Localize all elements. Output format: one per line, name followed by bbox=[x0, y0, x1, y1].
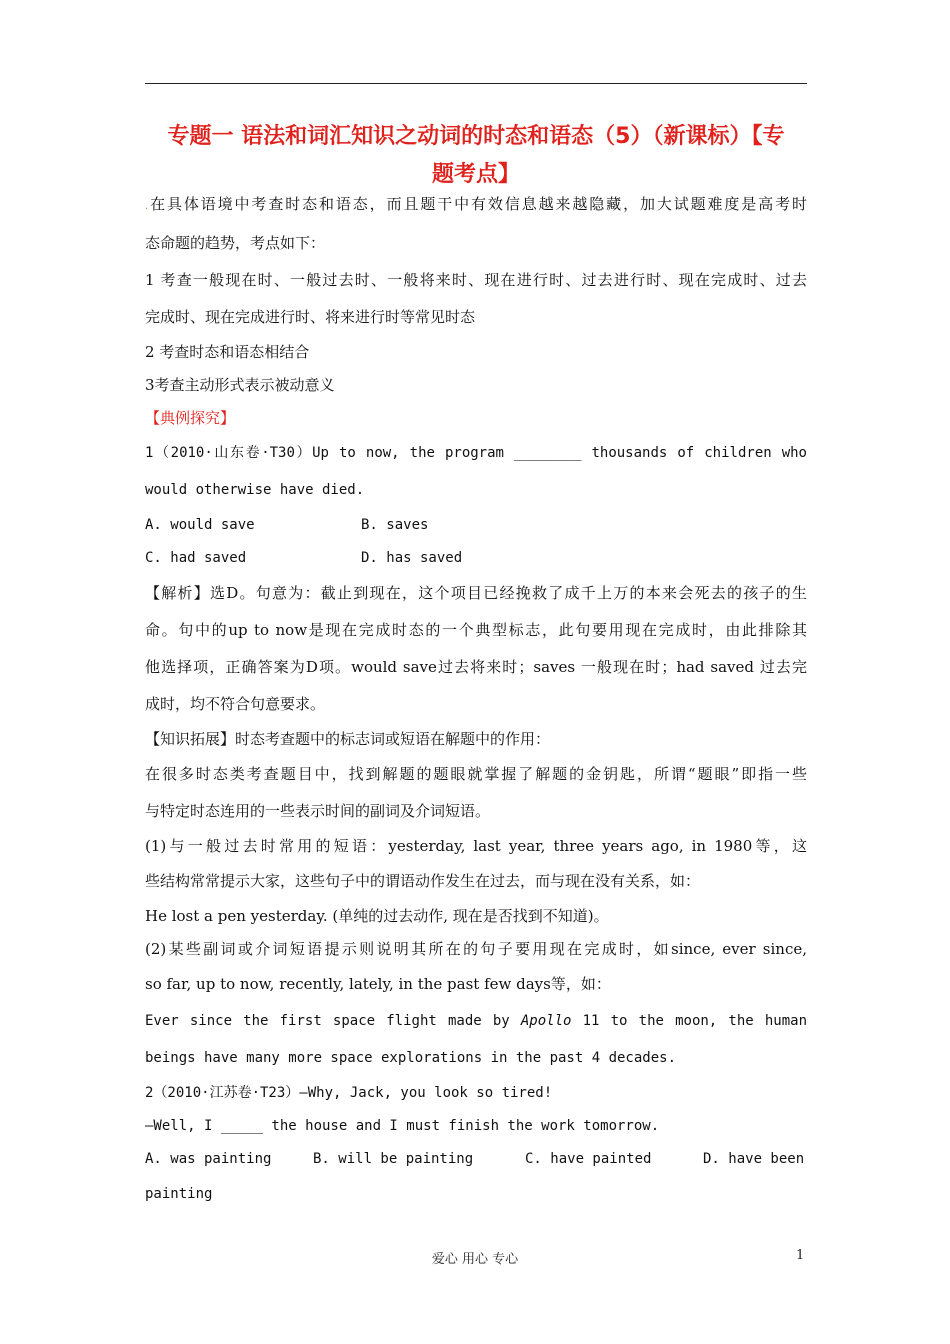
knowledge-item-1-example: He lost a pen yesterday. (单纯的过去动作, 现在是否找到不知道)。 bbox=[145, 907, 609, 925]
q2-option-a: A. was painting bbox=[145, 1151, 272, 1167]
point-2: 2 考查时态和语态相结合 bbox=[145, 343, 310, 361]
point-1-line-1: 1 考查一般现在时、一般过去时、一般将来时、现在进行时、过去进行时、现在完成时、过去 bbox=[145, 271, 807, 289]
point-3: 3考查主动形式表示被动意义 bbox=[145, 376, 335, 394]
intro-line-1: .在具体语境中考查时态和语态，而且题干中有效信息越来越隐藏，加大试题难度是高考时 bbox=[145, 195, 807, 213]
knowledge-line-2: 与特定时态连用的一些表示时间的副词及介词短语。 bbox=[145, 802, 491, 820]
title-line-1: 专题一 语法和词汇知识之动词的时态和语态（5）（新课标）【专 bbox=[167, 124, 785, 149]
q2-options-row bbox=[145, 1143, 807, 1176]
q1-stem-line-1: 1（2010·山东卷·T30）Up to now, the program ________ thousands of children who bbox=[145, 445, 807, 461]
page-number: 1 bbox=[796, 1248, 805, 1263]
q2-option-b: B. will be painting bbox=[313, 1151, 474, 1167]
knowledge-item-2-example-line-1: Ever since the first space flight made by Apollo 11 to the moon, the human bbox=[145, 1013, 807, 1029]
page-footer: 爱心 用心 专心 bbox=[431, 1252, 519, 1267]
knowledge-item-2-example-line-2: beings have many more space explorations in the past 4 decades. bbox=[145, 1050, 677, 1066]
knowledge-item-1-line-1: (1)与一般过去时常用的短语：yesterday, last year, three years ago, in 1980等，这 bbox=[145, 837, 807, 855]
title-line-2: 题考点】 bbox=[431, 162, 520, 187]
q2-option-d-continued: painting bbox=[145, 1186, 213, 1202]
q2-stem-line-2: —Well, I _____ the house and I must finish the work tomorrow. bbox=[145, 1118, 660, 1134]
intro-line-2: 态命题的趋势，考点如下： bbox=[145, 234, 326, 252]
q2-stem-line-1: 2（2010·江苏卷·T23）—Why, Jack, you look so tired! bbox=[145, 1085, 553, 1101]
knowledge-line-1: 在很多时态类考查题目中，找到解题的题眼就掌握了解题的金钥匙，所谓“题眼”即指一些 bbox=[145, 765, 807, 783]
q1-option-b: B. saves bbox=[361, 517, 429, 533]
intro-marker: . bbox=[145, 201, 149, 212]
q1-stem-line-2: would otherwise have died. bbox=[145, 482, 365, 498]
knowledge-item-2-line-1: (2)某些副词或介词短语提示则说明其所在的句子要用现在完成时，如since, ever since, bbox=[145, 940, 807, 958]
q1-options-row-1 bbox=[145, 509, 807, 542]
page-title bbox=[145, 118, 807, 194]
q2-option-d: D. have been bbox=[703, 1151, 805, 1167]
analysis-line-3: 他选择项，正确答案为D项。would save过去将来时；saves 一般现在时；had saved 过去完 bbox=[145, 658, 807, 676]
apollo-italic: Apollo bbox=[520, 1013, 572, 1029]
q1-options-row-2 bbox=[145, 542, 807, 575]
examples-heading: 【典例探究】 bbox=[145, 409, 236, 427]
q1-option-d: D. has saved bbox=[361, 550, 463, 566]
header-rule bbox=[145, 83, 807, 84]
analysis-line-2: 命。句中的up to now是现在完成时态的一个典型标志，此句要用现在完成时，由此排除其 bbox=[145, 621, 807, 639]
knowledge-heading: 【知识拓展】时态考查题中的标志词或短语在解题中的作用： bbox=[145, 730, 551, 748]
analysis-line-4: 成时，均不符合句意要求。 bbox=[145, 695, 326, 713]
q1-option-a: A. would save bbox=[145, 517, 255, 533]
knowledge-item-1-line-2: 些结构常常提示大家，这些句子中的谓语动作发生在过去，而与现在没有关系，如： bbox=[145, 872, 701, 890]
document-body bbox=[145, 186, 807, 1213]
q1-option-c: C. had saved bbox=[145, 550, 247, 566]
analysis-line-1: 【解析】选D。句意为：截止到现在，这个项目已经挽救了成千上万的本来会死去的孩子的生 bbox=[145, 584, 807, 602]
knowledge-item-2-line-2: so far, up to now, recently, lately, in the past few days等，如： bbox=[145, 975, 611, 993]
q2-option-c: C. have painted bbox=[525, 1151, 652, 1167]
point-1-line-2: 完成时、现在完成进行时、将来进行时等常见时态 bbox=[145, 308, 476, 326]
